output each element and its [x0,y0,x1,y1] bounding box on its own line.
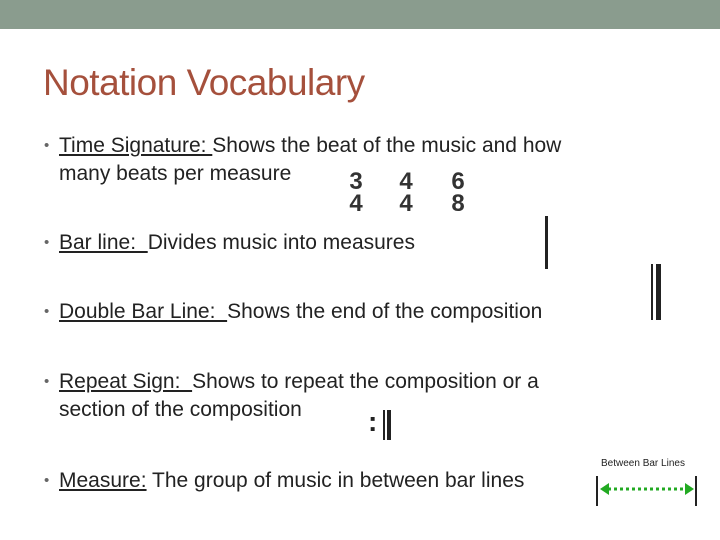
bar-line-symbol [545,216,548,269]
time-signature-6-8 [449,168,467,217]
time-signature-bottom: 4 [399,190,413,217]
time-signature-bottom: 8 [451,190,465,217]
definition-repeat-sign: Shows to repeat the composition or a [192,370,539,393]
time-signature-top: 3 [349,168,363,195]
measure-left-bar [596,476,598,506]
time-signature-4-4 [397,168,415,217]
term-bar-line: Bar line: [59,231,148,254]
definition-time-signature-line2: many beats per measure [59,162,292,185]
double-arrow-icon [600,482,694,496]
measure-right-bar [695,476,697,506]
repeat-dots: : [368,406,378,437]
definition-measure: The group of music in between bar lines [146,469,525,492]
bullet-dot: • [44,234,50,251]
term-measure: Measure: [59,469,147,492]
definition-time-signature: Shows the beat of the music and how [212,134,562,157]
time-signature-3-4 [347,168,365,217]
time-signature-bottom: 4 [349,190,363,217]
bullet-dot: • [44,373,50,390]
top-band [0,0,720,29]
time-signature-top: 4 [399,168,413,195]
repeat-thin-line [383,410,385,440]
double-bar-thick-line [656,264,661,320]
slide-title: Notation Vocabulary [43,62,365,103]
definition-double-bar-line: Shows the end of the composition [227,300,543,323]
definition-bar-line: Divides music into measures [147,231,415,254]
bullet-dot: • [44,472,50,489]
term-time-signature: Time Signature: [59,134,213,157]
bullet-dot: • [44,137,50,154]
bullet-dot: • [44,303,50,320]
between-bar-lines-label: Between Bar Lines [601,458,685,469]
term-double-bar-line: Double Bar Line: [59,300,228,323]
term-repeat-sign: Repeat Sign: [59,370,193,393]
definition-repeat-sign-line2: section of the composition [59,398,302,421]
repeat-thick-line [387,410,391,440]
time-signature-top: 6 [451,168,465,195]
double-bar-thin-line [651,264,653,320]
